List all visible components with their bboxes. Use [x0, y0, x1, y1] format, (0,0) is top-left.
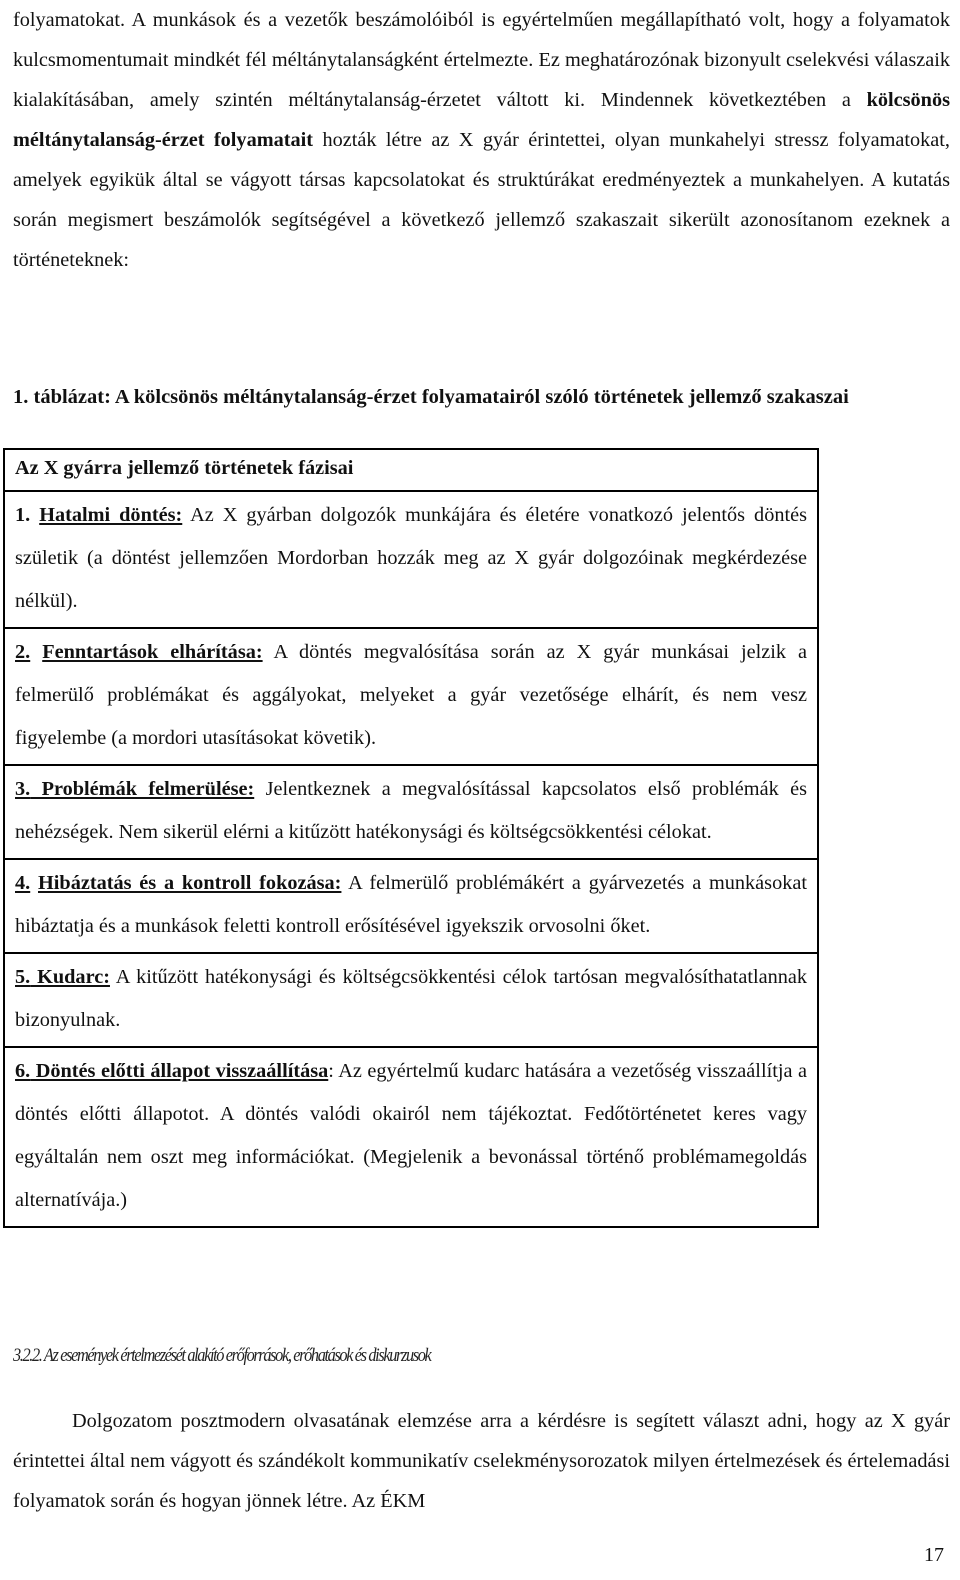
phase-title: Kudarc:: [30, 966, 110, 988]
phases-table: [3, 448, 819, 1228]
phase-text: A felmerülő problémákért a gyárvezetés a munkásokat hibáztatja és a munkások feletti kontroll erősítésével igyekszik orvosolni őket.: [15, 872, 807, 937]
phase-cell-3: [4, 765, 818, 859]
table-row: [4, 953, 818, 1047]
intro-text-1: folyamatokat. A munkások és a vezetők beszámolóiból is egyértelműen megállapítható volt, hogy a folyamatok kulcsmomentumait mindkét fél méltánytalanságként értelmezte. Ez meghatározónak bizonyult cselekvési válaszaik kialakításában, amely szintén méltánytalanság-érzetet váltott ki. Mindennek következtében a: [13, 9, 950, 111]
table-row: [4, 1047, 818, 1227]
table-row: [4, 628, 818, 765]
phase-title: Fenntartások elhárítása:: [42, 641, 263, 663]
phase-cell-1: [4, 491, 818, 628]
phase-number: 4.: [15, 872, 31, 894]
table-header-cell: Az X gyárra jellemző történetek fázisai: [4, 449, 818, 491]
intro-text-2: hozták létre az X gyár érintettei, olyan munkahelyi stressz folyamatokat, amelyek egyikük által se vágyott társas kapcsolatokat és struktúrákat eredményeztek a munkahelyen. A kutatás során megismert beszámolók segítségével a következő jellemző szakaszait sikerült azonosítanom ezeknek a történeteknek:: [13, 129, 950, 271]
phase-number: 6.: [15, 1060, 31, 1082]
phase-cell-6: [4, 1047, 818, 1227]
table-row: [4, 765, 818, 859]
phase-number: 5.: [15, 966, 31, 988]
phase-text: A döntés megvalósítása során az X gyár munkásai jelzik a felmerülő problémákat és aggályokat, melyeket a gyár vezetősége elhárít, és nem vesz figyelembe (a mordori utasításokat követik).: [15, 641, 807, 749]
phase-title: Hibáztatás és a kontroll fokozása:: [38, 872, 342, 894]
phase-cell-2: [4, 628, 818, 765]
table-row: [4, 491, 818, 628]
phase-title: Problémák felmerülése:: [30, 778, 255, 800]
table-header-row: [4, 449, 818, 491]
phase-text: Az X gyárban dolgozók munkájára és életére vonatkozó jelentős döntés születik (a döntést jellemzően Mordorban hozzák meg az X gyár dolgozóinak megkérdezése nélkül).: [15, 504, 807, 612]
phase-text: A kitűzött hatékonysági és költségcsökkentési célok tartósan megvalósíthatatlannak bizonyulnak.: [15, 966, 808, 1031]
intro-bold-term: kölcsönös méltánytalanság-érzet folyamatait: [13, 89, 950, 151]
phase-number: 2.: [15, 641, 31, 663]
page-number: 17: [924, 1544, 944, 1566]
phase-text: Jelentkeznek a megvalósítással kapcsolatos első problémák és nehézségek. Nem sikerül elérni a kitűzött hatékonysági és költségcsökkentési célokat.: [15, 778, 807, 843]
phase-title: Döntés előtti állapot visszaállítása: [30, 1060, 329, 1082]
intro-paragraph: [13, 0, 950, 280]
table-row: [4, 859, 818, 953]
table-caption: 1. táblázat: A kölcsönös méltánytalanság-érzet folyamatairól szóló történetek jellemző szakaszai: [13, 386, 849, 408]
phase-title: Hatalmi döntés:: [39, 504, 183, 526]
phase-cell-4: [4, 859, 818, 953]
phase-text: : Az egyértelmű kudarc hatására a vezetőség visszaállítja a döntés előtti állapotot. A döntés valódi okairól nem tájékoztat. Fedőtörténetet keres vagy egyáltalán nem oszt meg információkat. (Megjelenik a bevonással történő problémamegoldás alternatívája.): [15, 1060, 807, 1211]
phase-number: 1.: [15, 504, 31, 526]
phase-cell-5: [4, 953, 818, 1047]
phase-number: 3.: [15, 778, 31, 800]
closing-paragraph: Dolgozatom posztmodern olvasatának elemzése arra a kérdésre is segített választ adni, hogy az X gyár érintettei által nem vágyott és szándékolt kommunikatív cselekménysorozatok milyen értelmezések és értelemadási folyamatok során és hogyan jönnek létre. Az ÉKM: [13, 1410, 950, 1512]
subsection-heading: 3.2.2. Az események értelmezését alakító erőforrások, erőhatások és diskurzusok: [13, 1345, 431, 1366]
